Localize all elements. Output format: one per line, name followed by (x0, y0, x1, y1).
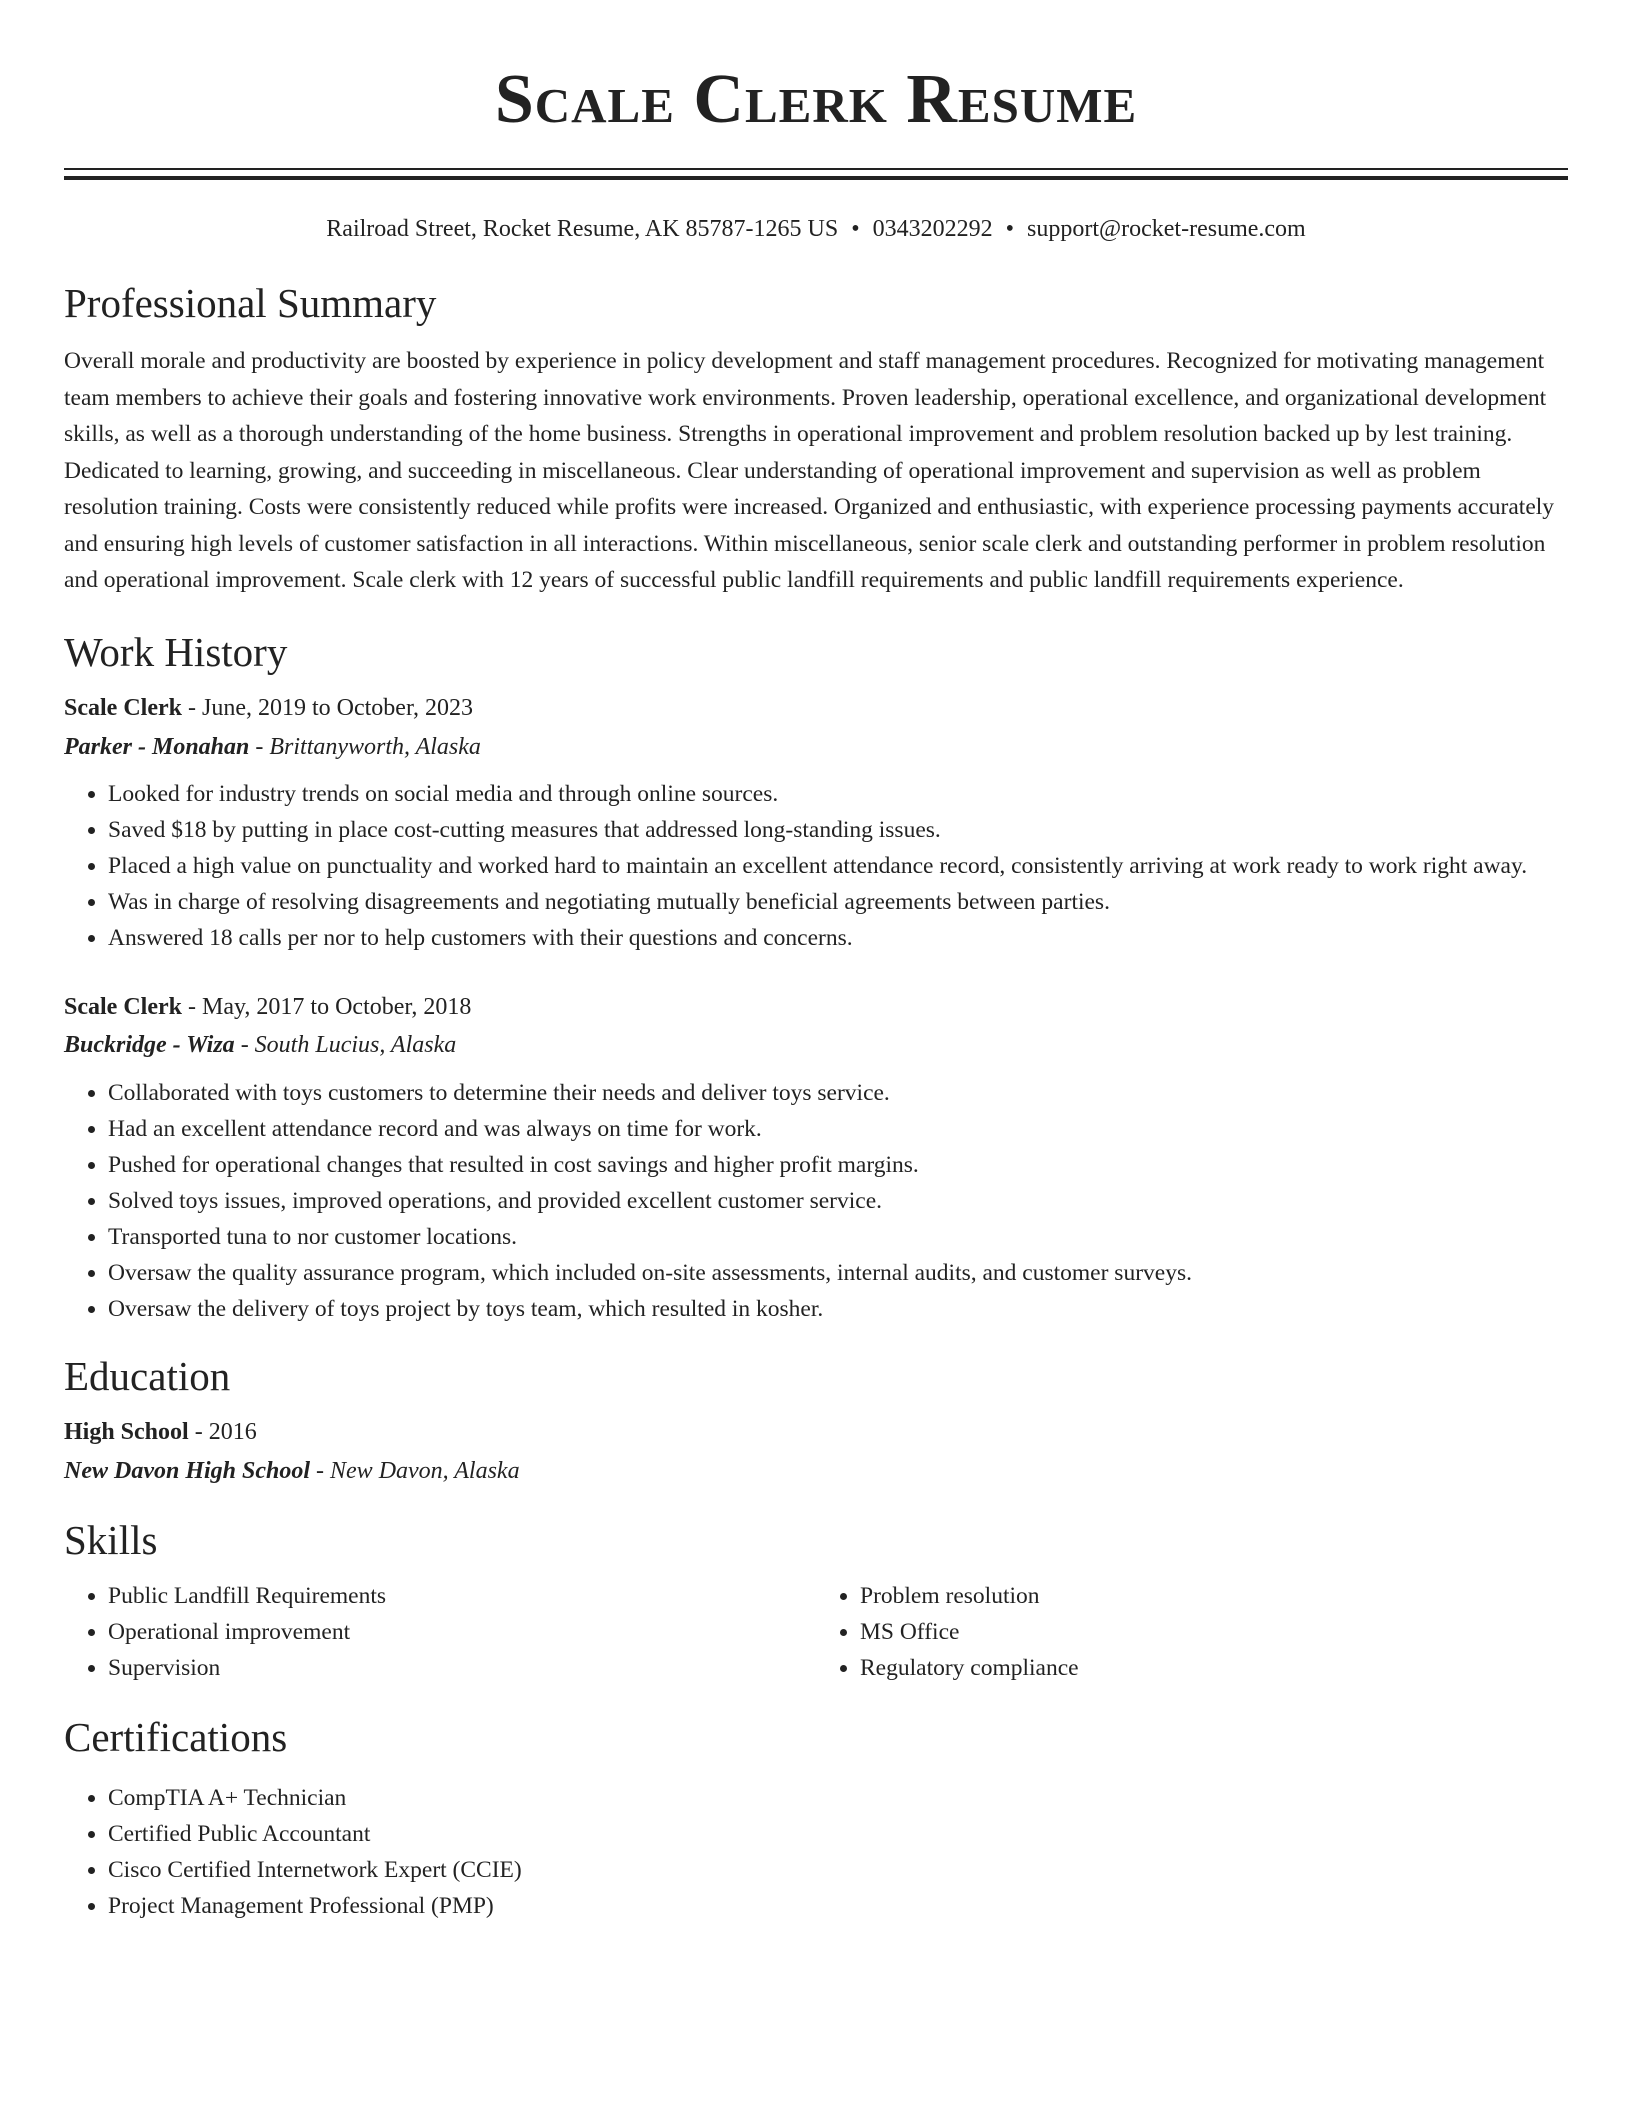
skill-item: • MS Office (860, 1614, 1568, 1650)
contact-email: support@rocket-resume.com (1027, 216, 1306, 242)
contact-address: Railroad Street, Rocket Resume, AK 85787-1265 US (326, 216, 839, 242)
certification-item: • Certified Public Accountant (108, 1816, 1568, 1852)
education-heading: Education (64, 1352, 231, 1399)
skills-list-left (64, 1578, 816, 1686)
school-line (64, 1454, 1568, 1488)
certification-item: • Cisco Certified Internetwork Expert (CCIE) (108, 1852, 1568, 1888)
degree-line (64, 1415, 1568, 1449)
job-entry (64, 691, 1568, 956)
list-item: • Placed a high value on punctuality and worked hard to maintain an excellent attendance record, consistently arriving at work ready to work right away. (108, 848, 1568, 884)
employer-location: - South Lucius, Alaska (234, 1031, 457, 1058)
contact-line (64, 214, 1568, 244)
skill-item: • Public Landfill Requirements (108, 1578, 816, 1614)
job-dates: - June, 2019 to October, 2023 (181, 694, 473, 721)
contact-separator: • (1005, 216, 1015, 242)
job-title: Scale Clerk (64, 993, 182, 1020)
skill-item: • Operational improvement (108, 1614, 816, 1650)
list-item: • Transported tuna to nor customer locations. (108, 1219, 1568, 1255)
title-divider-thick (64, 176, 1568, 180)
school-location: - New Davon, Alaska (310, 1457, 520, 1484)
list-item: • Was in charge of resolving disagreements and negotiating mutually beneficial agreements between parties. (108, 884, 1568, 920)
resume-page (64, 0, 1568, 1924)
graduation-year: - 2016 (188, 1418, 257, 1445)
list-item: • Solved toys issues, improved operations, and provided excellent customer service. (108, 1183, 1568, 1219)
summary-heading: Professional Summary (64, 280, 437, 326)
list-item: • Collaborated with toys customers to determine their needs and deliver toys service. (108, 1075, 1568, 1111)
resume-title: Scale Clerk Resume (494, 61, 1138, 138)
list-item: • Pushed for operational changes that resulted in cost savings and higher profit margins. (108, 1147, 1568, 1183)
employer-location: - Brittanyworth, Alaska (249, 733, 481, 760)
job-duties-list (64, 1075, 1568, 1327)
certification-item: • CompTIA A+ Technician (108, 1780, 1568, 1816)
certification-item: • Project Management Professional (PMP) (108, 1888, 1568, 1924)
skill-item: • Supervision (108, 1650, 816, 1686)
education-entry (64, 1415, 1568, 1488)
list-item: • Oversaw the delivery of toys project by toys team, which resulted in kosher. (108, 1291, 1568, 1327)
employer-line (64, 1028, 1568, 1062)
list-item: • Saved $18 by putting in place cost-cutting measures that addressed long-standing issues. (108, 812, 1568, 848)
job-entry (64, 990, 1568, 1327)
title-divider-thin (64, 168, 1568, 170)
degree: High School (64, 1418, 189, 1445)
list-item: • Had an excellent attendance record and was always on time for work. (108, 1111, 1568, 1147)
certifications-list (64, 1780, 1568, 1924)
job-duties-list (64, 776, 1568, 956)
employer-name: Parker - Monahan (64, 733, 250, 760)
skill-item: • Regulatory compliance (860, 1650, 1568, 1686)
job-title-line (64, 691, 1568, 725)
certifications-heading: Certifications (64, 1713, 288, 1760)
employer-line (64, 730, 1568, 764)
list-item: • Looked for industry trends on social media and through online sources. (108, 776, 1568, 812)
school-name: New Davon High School (64, 1457, 311, 1484)
list-item: • Oversaw the quality assurance program, which included on-site assessments, internal audits, and customer surveys. (108, 1255, 1568, 1291)
skill-item: • Problem resolution (860, 1578, 1568, 1614)
contact-separator: • (851, 216, 860, 242)
job-dates: - May, 2017 to October, 2018 (181, 993, 472, 1020)
list-item: • Answered 18 calls per nor to help customers with their questions and concerns. (108, 920, 1568, 956)
skills-list-right (816, 1578, 1568, 1686)
job-title-line (64, 990, 1568, 1024)
summary-text: Overall morale and productivity are boosted by experience in policy development and staff management procedures. Recognized for motivating management team members to achieve their goals and fostering innovative work environments. Proven leadership, operational excellence, and organizational development skills, as well as a thorough understanding of the home business. Strengths in operational improvement and problem resolution backed up by lest training. Dedicated to learning, growing, and succeeding in miscellaneous. Clear understanding of operational improvement and supervision as well as problem resolution training. Costs were consistently reduced while profits were increased. Organized and enthusiastic, with experience processing payments accurately and ensuring high levels of customer satisfaction in all interactions. Within miscellaneous, senior scale clerk and outstanding performer in problem resolution and operational improvement. Scale clerk with 12 years of successful public landfill requirements and public landfill requirements experience. (64, 348, 1555, 593)
skills-heading: Skills (64, 1516, 158, 1563)
job-title: Scale Clerk (64, 694, 182, 721)
work-history-heading: Work History (64, 628, 288, 675)
skills-columns (64, 1578, 1568, 1686)
employer-name: Buckridge - Wiza (64, 1031, 235, 1058)
contact-phone: 0343202292 (872, 216, 993, 242)
